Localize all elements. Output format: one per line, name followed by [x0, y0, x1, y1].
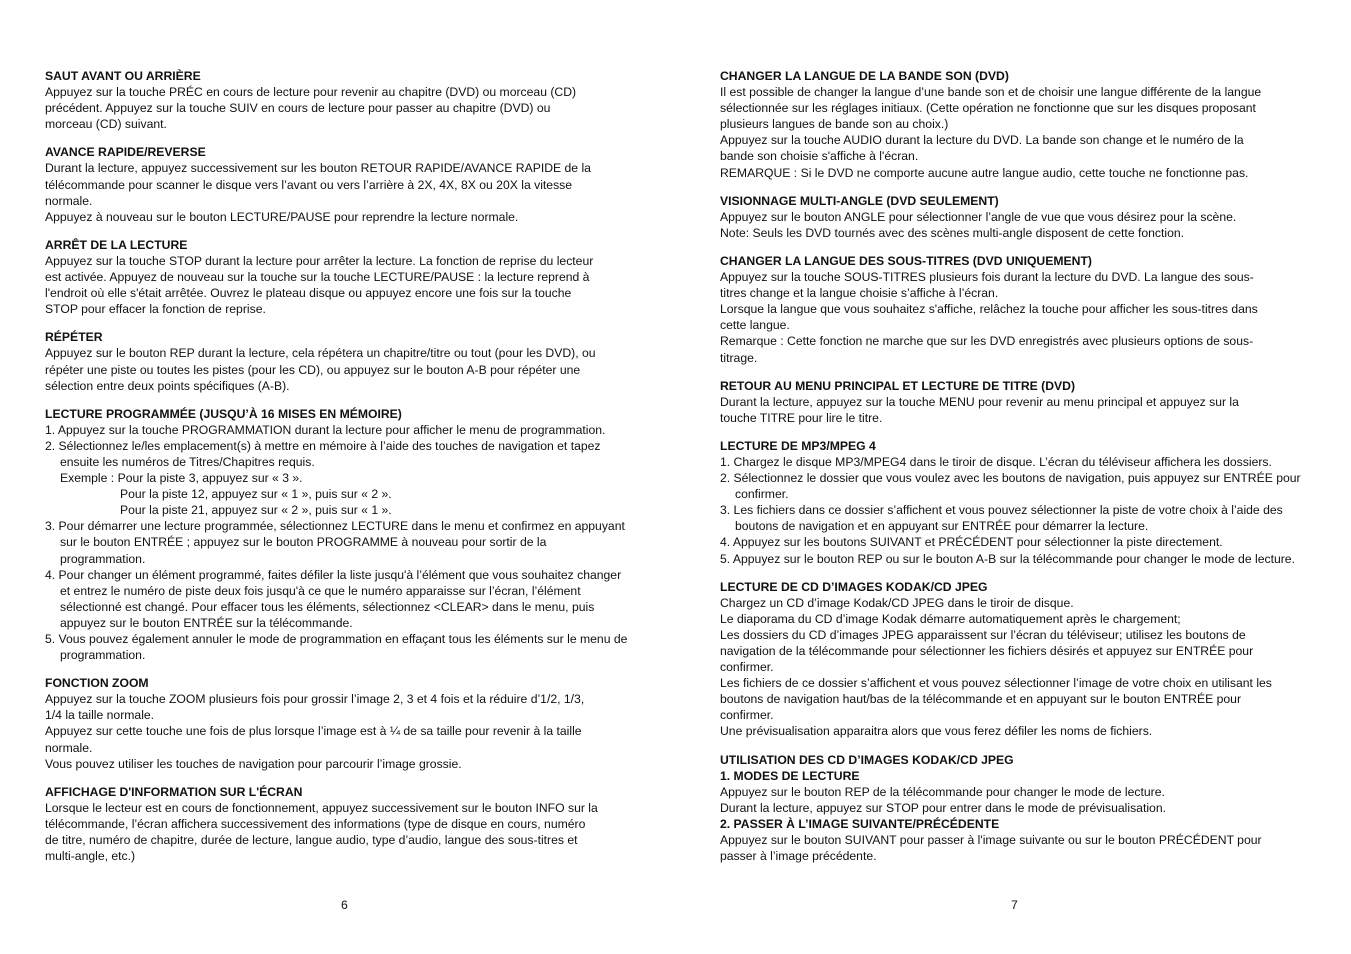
list-item: 1. Chargez le disque MP3/MPEG4 dans le tiroir de disque. L’écran du téléviseur affichera les dossiers.	[720, 454, 1272, 469]
page-right-content	[720, 68, 1310, 876]
section-heading: AVANCE RAPIDE/REVERSE	[45, 145, 206, 160]
text-line: Appuyez sur le bouton REP durant la lecture, cela répétera un chapitre/titre ou tout (pour les DVD), ou	[45, 346, 596, 361]
section-heading: LECTURE PROGRAMMÉE (JUSQU’À 16 MISES EN MÉMOIRE)	[45, 406, 402, 421]
list-item: 3. Pour démarrer une lecture programmée, sélectionnez LECTURE dans le menu et confirmez en appuyant sur le bouton ENTRÉE ; appuyez sur le bouton PROGRAMME à nouveau pour sortir de la programmation.	[45, 519, 625, 566]
section-heading: RÉPÉTER	[45, 330, 103, 345]
list-item: 5. Appuyez sur le bouton REP ou sur le bouton A-B sur la télécommande pour changer le mode de lecture.	[720, 551, 1295, 566]
text-line: confirmer.	[720, 708, 774, 723]
text-line: touche TITRE pour lire le titre.	[720, 410, 883, 425]
text-line: Durant la lecture, appuyez sur la touche MENU pour revenir au menu principal et appuyez sur la	[720, 394, 1239, 409]
section-repeter	[45, 329, 633, 393]
example-line: Pour la piste 12, appuyez sur « 1 », puis sur « 2 ».	[120, 487, 392, 502]
example-line: Exemple : Pour la piste 3, appuyez sur « 3 ».	[60, 471, 303, 486]
text-line: bande son choisie s'affiche à l'écran.	[720, 149, 919, 164]
text-line: navigation de la télécommande pour sélectionner les fichiers désirés et appuyez sur ENTRÉE pour	[720, 644, 1254, 658]
text-line: titrage.	[720, 350, 758, 365]
section-heading: CHANGER LA LANGUE DES SOUS-TITRES (DVD UNIQUEMENT)	[720, 253, 1092, 268]
text-line: Chargez un CD d’image Kodak/CD JPEG dans le tiroir de disque.	[720, 595, 1074, 610]
text-line: précédent. Appuyez sur la touche SUIV en cours de lecture pour passer au chapitre (DVD) ou	[45, 101, 551, 116]
section-multi-angle	[720, 193, 1310, 241]
section-heading: RETOUR AU MENU PRINCIPAL ET LECTURE DE TITRE (DVD)	[720, 378, 1076, 393]
text-line: Appuyez sur la touche STOP durant la lecture pour arrêter la lecture. La fonction de reprise du lecteur	[45, 253, 594, 268]
section-heading: CHANGER LA LANGUE DE LA BANDE SON (DVD)	[720, 69, 1009, 83]
text-line: Lorsque le lecteur est en cours de fonctionnement, appuyez successivement sur le bouton INFO sur la	[45, 800, 598, 815]
section-heading: SAUT AVANT OU ARRIÈRE	[45, 69, 201, 83]
text-line: REMARQUE : Si le DVD ne comporte aucune autre langue audio, cette touche ne fonctionne pas.	[720, 165, 1249, 180]
text-line: multi-angle, etc.)	[45, 849, 136, 864]
page-left-content	[45, 68, 633, 876]
section-heading: UTILISATION DES CD D’IMAGES KODAK/CD JPEG	[720, 752, 1014, 767]
text-line: Appuyez sur le bouton SUIVANT pour passer à l'image suivante ou sur le bouton PRÉCÉDENT pour	[720, 833, 1262, 848]
section-heading: LECTURE DE MP3/MPEG 4	[720, 438, 876, 453]
text-line: titres change et la langue choisie s’affiche à l’écran.	[720, 286, 999, 301]
text-line: Il est possible de changer la langue d’une bande son et de choisir une langue différente de la langue	[720, 85, 1262, 100]
text-line: confirmer.	[720, 660, 774, 675]
text-line: est activée. Appuyez de nouveau sur la touche sur la touche LECTURE/PAUSE : la lecture reprend à	[45, 270, 590, 285]
text-line: Durant la lecture, appuyez sur STOP pour entrer dans le mode de prévisualisation.	[720, 800, 1166, 815]
text-line: de titre, numéro de chapitre, durée de lecture, langue audio, type d’audio, langue des sous-titres et	[45, 833, 578, 848]
section-heading: AFFICHAGE D'INFORMATION SUR L'ÉCRAN	[45, 784, 303, 799]
section-retour-menu	[720, 378, 1310, 426]
list-item: 5. Vous pouvez également annuler le mode de programmation en effaçant tous les éléments sur le menu de programmation.	[45, 632, 628, 663]
list-item: 3. Les fichiers dans ce dossier s’affichent et vous pouvez sélectionner la piste de votre choix à l’aide des boutons de navigation et en appuyant sur ENTRÉE pour démarrer la lecture.	[720, 503, 1283, 534]
text-line: plusieurs langues de bande son au choix.)	[720, 117, 949, 132]
text-line: Vous pouvez utiliser les touches de navigation pour parcourir l’image grossie.	[45, 756, 462, 771]
text-line: Appuyez sur la touche ZOOM plusieurs fois pour grossir l’image 2, 3 et 4 fois et la réduire d’1/2, 1/3,	[45, 692, 585, 707]
section-affichage-information	[45, 784, 633, 864]
text-line: passer à l’image précédente.	[720, 849, 877, 864]
text-line: répéter une piste ou toutes les pistes (pour les CD), ou appuyez sur le bouton A-B pour répéter une	[45, 362, 581, 377]
page-number-left: 6	[341, 898, 348, 912]
subsection-heading: 1. MODES DE LECTURE	[720, 768, 860, 783]
list-item: 4. Appuyez sur les boutons SUIVANT et PRÉCÉDENT pour sélectionner la piste directement.	[720, 535, 1223, 550]
section-fonction-zoom	[45, 675, 633, 772]
text-line: Les fichiers de ce dossier s’affichent et vous pouvez sélectionner l’image de votre choix en utilisant les	[720, 676, 1272, 691]
text-line: Lorsque la langue que vous souhaitez s'affiche, relâchez la touche pour afficher les sous-titres dans	[720, 302, 1258, 317]
example-line: Pour la piste 21, appuyez sur « 2 », puis sur « 1 ».	[120, 503, 392, 518]
text-line: télécommande, l’écran affichera successivement des informations (type de disque en cours, numéro	[45, 816, 586, 831]
section-arret-lecture	[45, 237, 633, 317]
list-item: 4. Pour changer un élément programmé, faites défiler la liste jusqu'à l’élément que vous souhaitez changer et entrez le numéro de piste deux fois jusqu'à ce que le numéro apparaisse sur l’écran, l’élément sélectionné est changé. Pour effacer tous les éléments, sélectionnez <CLEAR> dans le menu, puis appuyez sur le bouton ENTRÉE sur la télécommande.	[45, 567, 622, 630]
text-line: morceau (CD) suivant.	[45, 117, 167, 132]
section-heading: FONCTION ZOOM	[45, 676, 149, 691]
section-heading: ARRÊT DE LA LECTURE	[45, 237, 188, 252]
text-line: Appuyez sur le bouton REP de la télécommande pour changer le mode de lecture.	[720, 784, 1165, 799]
text-line: Appuyez sur la touche AUDIO durant la lecture du DVD. La bande son change et le numéro de la	[720, 133, 1244, 148]
list-item: 1. Appuyez sur la touche PROGRAMMATION durant la lecture pour afficher le menu de programmation.	[45, 422, 606, 437]
text-line: Appuyez sur la touche PRÉC en cours de lecture pour revenir au chapitre (DVD) ou morceau (CD)	[45, 85, 577, 100]
section-heading: VISIONNAGE MULTI-ANGLE (DVD SEULEMENT)	[720, 193, 999, 208]
section-lecture-programmee	[45, 406, 633, 664]
page-number-right: 7	[1011, 898, 1018, 912]
text-line: STOP pour effacer la fonction de reprise.	[45, 302, 266, 317]
text-line: normale.	[45, 740, 93, 755]
text-line: sélectionnée sur les réglages initiaux. (Cette opération ne fonctionne que sur les disques proposant	[720, 101, 1256, 116]
text-line: Durant la lecture, appuyez successivement sur les bouton RETOUR RAPIDE/AVANCE RAPIDE de la	[45, 161, 591, 176]
text-line: normale.	[45, 193, 93, 208]
subsection-heading: 2. PASSER À L’IMAGE SUIVANTE/PRÉCÉDENTE	[720, 816, 1000, 831]
text-line: Appuyez sur cette touche une fois de plus lorsque l’image est à ¼ de sa taille pour revenir à la taille	[45, 724, 582, 739]
text-line: sélection entre deux points spécifiques (A-B).	[45, 378, 290, 393]
text-line: Appuyez sur le bouton ANGLE pour sélectionner l’angle de vue que vous désirez pour la scène.	[720, 209, 1237, 224]
section-cd-images-kodak	[720, 579, 1310, 740]
section-heading: LECTURE DE CD D’IMAGES KODAK/CD JPEG	[720, 579, 988, 594]
text-line: Les dossiers du CD d’images JPEG apparaissent sur l’écran du téléviseur; utilisez les boutons de	[720, 627, 1246, 642]
text-line: Appuyez à nouveau sur le bouton LECTURE/PAUSE pour reprendre la lecture normale.	[45, 209, 519, 224]
text-line: Appuyez sur la touche SOUS-TITRES plusieurs fois durant la lecture du DVD. La langue des sous-	[720, 270, 1254, 285]
text-line: télécommande pour scanner le disque vers l’avant ou vers l’arrière à 2X, 4X, 8X ou 20X la vitesse	[45, 177, 573, 192]
text-line: cette langue.	[720, 318, 790, 333]
text-line: Note: Seuls les DVD tournés avec des scènes multi-angle disposent de cette fonction.	[720, 225, 1185, 240]
text-line: Le diaporama du CD d’image Kodak démarre automatiquement après le chargement;	[720, 611, 1181, 626]
list-item: 2. Sélectionnez le dossier que vous voulez avec les boutons de navigation, puis appuyez sur ENTRÉE pour confirmer.	[720, 471, 1301, 502]
section-saut-avant	[45, 68, 633, 132]
text-line: Une prévisualisation apparaitra alors que vous ferez défiler les noms de fichiers.	[720, 724, 1153, 739]
section-sous-titres	[720, 253, 1310, 366]
list-item: 2. Sélectionnez le/les emplacement(s) à mettre en mémoire à l’aide des touches de navigation et tapez ensuite les numéros de Titres/Chapitres requis.	[45, 438, 601, 469]
text-line: l'endroit où elle s'était arrêtée. Ouvrez le plateau disque ou appuyez encore une fois sur la touche	[45, 286, 572, 301]
section-utilisation-cd-images	[720, 752, 1310, 865]
section-avance-rapide	[45, 144, 633, 224]
text-line: boutons de navigation haut/bas de la télécommande et en appuyant sur le bouton ENTRÉE pour	[720, 692, 1242, 707]
section-mp3-mpeg4	[720, 438, 1310, 567]
text-line: 1/4 la taille normale.	[45, 708, 155, 723]
text-line: Remarque : Cette fonction ne marche que sur les DVD enregistrés avec plusieurs options de sous-	[720, 334, 1254, 349]
section-langue-bande-son	[720, 68, 1310, 181]
